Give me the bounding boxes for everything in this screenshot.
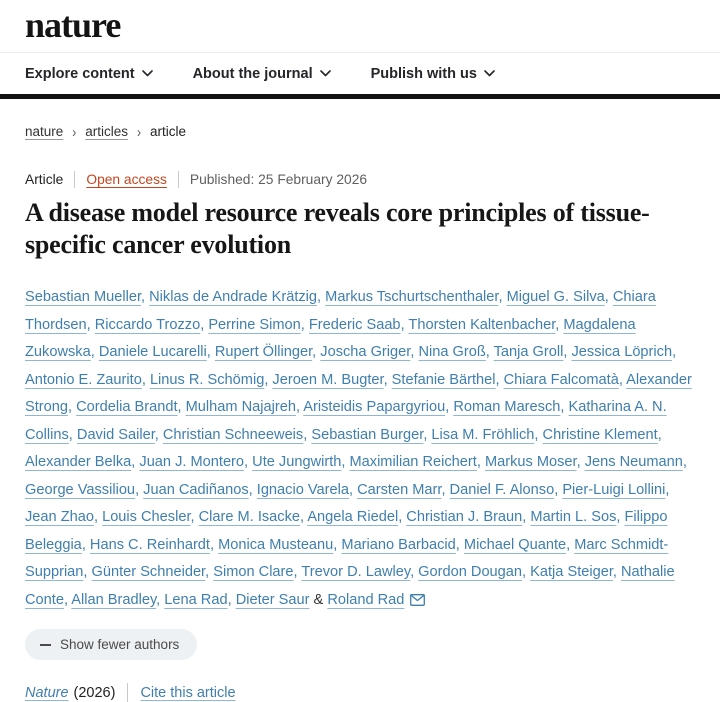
author-separator: ,: [333, 536, 342, 553]
author-separator: ,: [177, 399, 186, 416]
author-separator: ,: [131, 454, 140, 471]
author-separator: ,: [534, 426, 543, 443]
author-separator: ,: [554, 481, 563, 498]
author-ampersand: &: [309, 591, 328, 608]
author-separator: ,: [400, 316, 409, 333]
author-link[interactable]: Chiara Thordsen: [25, 289, 656, 333]
author-link[interactable]: Aristeidis Papargyriou: [303, 399, 446, 416]
author-separator: ,: [293, 564, 302, 581]
author-separator: ,: [81, 536, 90, 553]
citation-row: [25, 683, 698, 702]
author-link[interactable]: Martin L. Sos: [530, 509, 617, 526]
author-separator: ,: [68, 426, 77, 443]
author-link[interactable]: Louis Chesler: [102, 509, 191, 526]
article-header: [0, 124, 720, 702]
nav-explore-content[interactable]: [25, 66, 153, 82]
author-link[interactable]: Ute Jungwirth: [252, 454, 342, 471]
author-link[interactable]: Allan Bradley: [71, 591, 157, 608]
author-separator: ,: [303, 426, 312, 443]
article-meta: [25, 171, 698, 188]
author-link[interactable]: Alexander Strong: [25, 371, 692, 416]
nav-publish-with-us[interactable]: [371, 66, 495, 82]
author-link[interactable]: Riccardo Trozzo: [94, 316, 201, 333]
author-separator: ,: [566, 536, 575, 553]
author-separator: ,: [68, 399, 77, 416]
author-separator: ,: [300, 316, 309, 333]
author-separator: ,: [209, 536, 219, 553]
author-separator: ,: [665, 481, 670, 498]
minus-icon: [40, 644, 51, 646]
author-link[interactable]: Antonio E. Zaurito: [25, 371, 142, 388]
author-separator: ,: [604, 289, 613, 306]
author-link[interactable]: Perrine Simon: [208, 316, 301, 333]
author-separator: ,: [205, 564, 214, 581]
author-link[interactable]: Magdalena Zukowska: [25, 316, 636, 361]
author-separator: ,: [156, 591, 165, 608]
author-link[interactable]: Jean Zhao: [25, 509, 94, 526]
author-separator: ,: [63, 591, 72, 608]
author-link[interactable]: Lisa M. Fröhlich: [431, 426, 535, 443]
citation-year: (2026): [73, 684, 116, 701]
author-link[interactable]: Katja Steiger: [530, 564, 613, 581]
author-separator: ,: [410, 564, 419, 581]
author-separator: ,: [441, 481, 450, 498]
author-link[interactable]: Tanja Groll: [493, 344, 564, 361]
breadcrumb-separator-icon: ›: [137, 122, 142, 141]
author-separator: ,: [83, 564, 92, 581]
author-link[interactable]: Daniel F. Alonso: [449, 481, 555, 498]
author-separator: ,: [495, 371, 504, 388]
author-separator: ,: [616, 509, 625, 526]
article-title: A disease model resource reveals core principles of tissue-specific cancer evolution: [25, 198, 650, 259]
author-separator: ,: [135, 481, 144, 498]
author-list: [25, 284, 698, 616]
author-link[interactable]: Marc Schmidt-Supprian: [25, 536, 669, 581]
author-separator: ,: [423, 426, 432, 443]
author-link[interactable]: Monica Musteanu: [218, 536, 334, 553]
author-separator: ,: [317, 289, 326, 306]
author-separator: ,: [200, 316, 209, 333]
author-separator: ,: [612, 564, 622, 581]
author-separator: ,: [476, 454, 485, 471]
nature-logo[interactable]: nature: [25, 5, 121, 45]
author-link[interactable]: Gordon Dougan: [418, 564, 523, 581]
author-link[interactable]: Linus R. Schömig: [149, 371, 265, 388]
author-separator: ,: [560, 399, 569, 416]
author-separator: ,: [498, 289, 507, 306]
author-separator: ,: [522, 509, 531, 526]
author-separator: ,: [248, 481, 257, 498]
show-fewer-authors-button[interactable]: [25, 629, 197, 660]
author-link[interactable]: Juan Cadiñanos: [143, 481, 249, 498]
author-separator: ,: [555, 316, 564, 333]
author-link[interactable]: Christian Schneeweis: [162, 426, 304, 443]
breadcrumb-articles[interactable]: articles: [85, 124, 129, 139]
author-link[interactable]: Simon Clare: [213, 564, 294, 581]
author-link[interactable]: Stefanie Bärthel: [391, 371, 496, 388]
author-separator: ,: [576, 454, 585, 471]
author-separator: ,: [154, 426, 163, 443]
author-link[interactable]: Angela Riedel: [307, 509, 399, 526]
main-nav: [0, 53, 720, 94]
author-link[interactable]: Jessica Löprich: [571, 344, 673, 361]
chevron-down-icon: [320, 70, 331, 77]
chevron-down-icon: [484, 70, 495, 77]
author-link[interactable]: Rupert Öllinger: [214, 344, 313, 361]
author-link[interactable]: Thorsten Kaltenbacher: [408, 316, 556, 333]
author-link[interactable]: Roland Rad: [327, 591, 405, 608]
article-type-label: Article: [25, 172, 64, 187]
header-divider-bar: [0, 94, 720, 99]
author-link[interactable]: Filippo Beleggia: [25, 509, 668, 553]
email-icon[interactable]: [410, 589, 425, 617]
author-separator: ,: [227, 591, 236, 608]
author-separator: ,: [295, 399, 304, 416]
breadcrumb-current: article: [150, 124, 187, 139]
author-link[interactable]: Katharina A. N. Collins: [25, 399, 667, 443]
author-link[interactable]: Maximilian Reichert: [349, 454, 477, 471]
open-access-link[interactable]: Open access: [86, 172, 167, 187]
author-link[interactable]: Ignacio Varela: [256, 481, 349, 498]
author-link[interactable]: Jeroen M. Bugter: [272, 371, 384, 388]
masthead: [0, 0, 720, 53]
author-link[interactable]: Roman Maresch: [453, 399, 561, 416]
breadcrumb: [25, 124, 698, 139]
author-separator: ,: [86, 316, 95, 333]
author-link[interactable]: Lena Rad: [164, 591, 228, 608]
author-separator: ,: [410, 344, 419, 361]
author-separator: ,: [672, 344, 677, 361]
author-link[interactable]: Carsten Marr: [357, 481, 442, 498]
author-link[interactable]: Cordelia Brandt: [76, 399, 178, 416]
author-link[interactable]: Mulham Najajreh: [185, 399, 296, 416]
author-separator: ,: [312, 344, 321, 361]
author-separator: ,: [206, 344, 215, 361]
author-separator: ,: [244, 454, 253, 471]
author-link[interactable]: Miguel G. Silva: [506, 289, 605, 306]
published-date: Published: 25 February 2026: [189, 172, 368, 187]
journal-link[interactable]: Nature: [25, 684, 69, 701]
breadcrumb-nature[interactable]: nature: [25, 124, 64, 139]
author-separator: ,: [141, 289, 150, 306]
author-link[interactable]: Juan J. Montero: [139, 454, 245, 471]
meta-divider: [74, 171, 75, 188]
nav-about-journal[interactable]: [193, 66, 331, 82]
author-link[interactable]: Christian J. Braun: [406, 509, 523, 526]
author-separator: ,: [657, 426, 662, 443]
author-separator: ,: [90, 344, 99, 361]
author-link[interactable]: Markus Tschurtschenthaler: [325, 289, 499, 306]
author-separator: ,: [618, 371, 627, 388]
author-link[interactable]: Alexander Belka: [25, 454, 132, 471]
author-separator: ,: [485, 344, 494, 361]
author-link[interactable]: Niklas de Andrade Krätzig: [149, 289, 318, 306]
author-list-inline: [25, 289, 692, 608]
author-link[interactable]: David Sailer: [76, 426, 155, 443]
citation-divider: [127, 683, 128, 702]
cite-this-article-link[interactable]: Cite this article: [140, 684, 236, 701]
author-link[interactable]: Pier-Luigi Lollini: [562, 481, 666, 498]
author-separator: ,: [682, 454, 687, 471]
chevron-down-icon: [142, 70, 153, 77]
author-link[interactable]: Christine Klement: [542, 426, 658, 443]
author-separator: ,: [300, 509, 308, 526]
author-link[interactable]: Trevor D. Lawley: [301, 564, 411, 581]
author-separator: ,: [522, 564, 531, 581]
author-link[interactable]: Clare M. Isacke: [198, 509, 300, 526]
nav-explore-content-label: Explore content: [25, 65, 135, 82]
author-link[interactable]: Markus Moser: [484, 454, 577, 471]
author-link[interactable]: Sebastian Burger: [311, 426, 424, 443]
author-link[interactable]: Frederic Saab: [308, 316, 401, 333]
author-separator: ,: [383, 371, 392, 388]
author-separator: ,: [455, 536, 464, 553]
author-separator: ,: [141, 371, 150, 388]
author-link[interactable]: Dieter Saur: [235, 591, 310, 608]
author-link[interactable]: Jens Neumann: [584, 454, 683, 471]
author-link[interactable]: Joscha Griger: [320, 344, 411, 361]
author-link[interactable]: Hans C. Reinhardt: [89, 536, 210, 553]
author-link[interactable]: Chiara Falcomatà: [503, 371, 619, 388]
author-link[interactable]: Sebastian Mueller: [25, 289, 142, 306]
author-link[interactable]: Michael Quante: [463, 536, 567, 553]
author-link[interactable]: Nathalie Conte: [25, 564, 675, 608]
nav-about-journal-label: About the journal: [192, 65, 313, 82]
author-separator: ,: [563, 344, 572, 361]
author-separator: ,: [93, 509, 103, 526]
author-link[interactable]: Mariano Barbacid: [341, 536, 456, 553]
author-link[interactable]: Nina Groß: [418, 344, 486, 361]
author-separator: ,: [348, 481, 358, 498]
author-link[interactable]: Daniele Lucarelli: [98, 344, 207, 361]
author-separator: ,: [190, 509, 199, 526]
author-separator: ,: [341, 454, 350, 471]
breadcrumb-separator-icon: ›: [72, 122, 77, 141]
author-separator: ,: [445, 399, 454, 416]
author-separator: ,: [264, 371, 273, 388]
author-link[interactable]: George Vassiliou: [25, 481, 136, 498]
author-separator: ,: [398, 509, 407, 526]
meta-divider: [178, 171, 179, 188]
show-fewer-authors-label: Show fewer authors: [60, 637, 180, 653]
author-link[interactable]: Günter Schneider: [91, 564, 206, 581]
nav-publish-with-us-label: Publish with us: [370, 65, 477, 82]
